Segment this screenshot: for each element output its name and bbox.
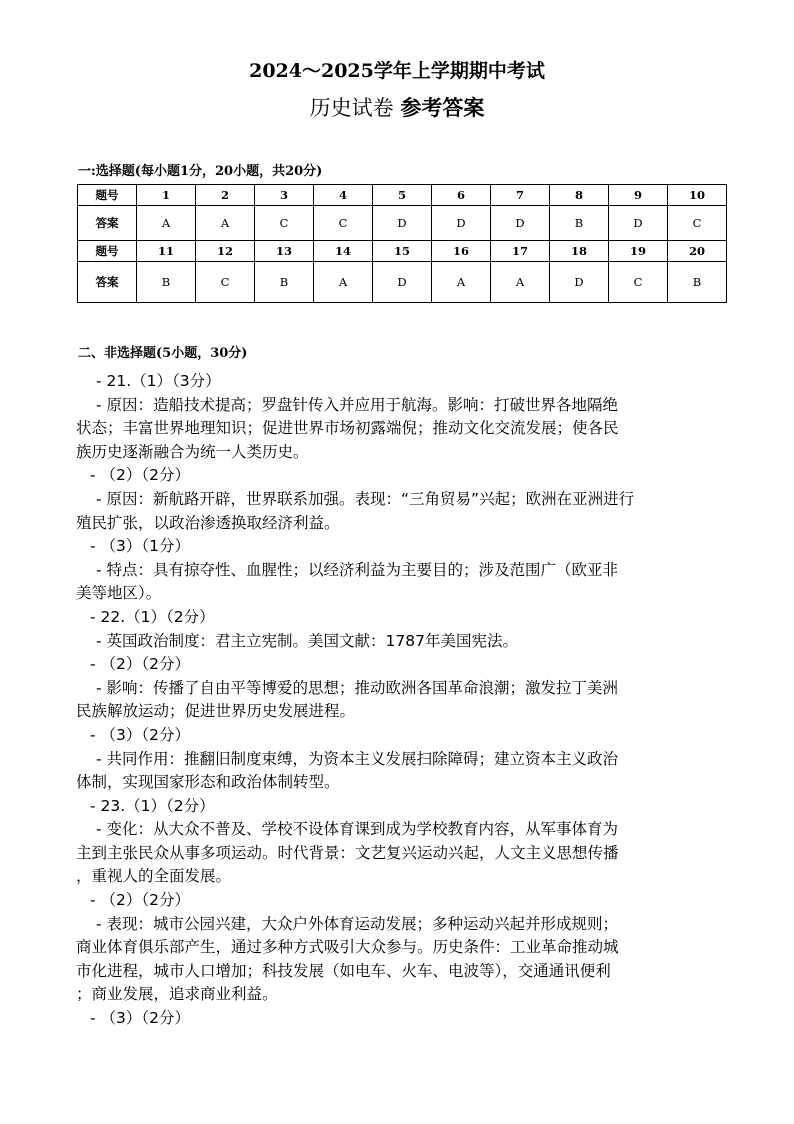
question-number: 19: [609, 241, 668, 262]
question-number: 20: [668, 241, 727, 262]
question-number: 10: [668, 185, 727, 206]
question-heading: - （2）（2分）: [90, 891, 190, 910]
row-label-number: 题号: [78, 241, 137, 262]
answer-cell: A: [491, 262, 550, 303]
row-label-number: 题号: [78, 185, 137, 206]
answer-cell: B: [668, 262, 727, 303]
table-row-answers-1: [78, 206, 727, 241]
answer-line: 状态；丰富世界地理知识；促进世界市场初露端倪；推动文化交流发展；使各民: [76, 419, 619, 438]
answer-line: - 特点：具有掠夺性、血腥性；以经济利益为主要目的；涉及范围广（欧亚非: [96, 560, 619, 579]
answer-cell: A: [432, 262, 491, 303]
answer-line: - 影响：传播了自由平等博爱的思想；推动欧洲各国革命浪潮；激发拉丁美洲: [96, 678, 619, 697]
question-number: 9: [609, 185, 668, 206]
answer-line: 族历史逐渐融合为统一人类历史。: [76, 442, 309, 461]
question-number: 12: [196, 241, 255, 262]
question-heading: - （3）（2分）: [90, 1009, 190, 1028]
question-number: 15: [373, 241, 432, 262]
question-number: 8: [550, 185, 609, 206]
non-choice-answers: [76, 370, 726, 1031]
answer-line: 商业体育俱乐部产生，通过多种方式吸引大众参与。历史条件：工业革命推动城: [76, 938, 619, 957]
answer-cell: C: [196, 262, 255, 303]
section-2-heading: 二、非选择题(5小题，30分): [78, 346, 248, 361]
question-number: 7: [491, 185, 550, 206]
answer-cell: D: [373, 262, 432, 303]
answer-line: - 英国政治制度：君主立宪制。美国文献：1787年美国宪法。: [96, 631, 518, 650]
exam-subtitle: [0, 92, 794, 122]
question-heading: - （3）（2分）: [90, 725, 190, 744]
question-number: 4: [314, 185, 373, 206]
question-number: 11: [137, 241, 196, 262]
question-number: 1: [137, 185, 196, 206]
question-number: 17: [491, 241, 550, 262]
answer-cell: C: [668, 206, 727, 241]
answer-cell: D: [491, 206, 550, 241]
answer-cell: C: [314, 206, 373, 241]
answer-line: - 表现：城市公园兴建，大众户外体育运动发展；多种运动兴起并形成规则；: [96, 914, 619, 933]
answer-line: 民族解放运动；促进世界历史发展进程。: [76, 702, 356, 721]
table-row-numbers-1: [78, 185, 727, 206]
question-number: 14: [314, 241, 373, 262]
row-label-answer: 答案: [78, 206, 137, 241]
row-label-answer: 答案: [78, 262, 137, 303]
question-number: 5: [373, 185, 432, 206]
answer-line: 殖民扩张，以政治渗透换取经济利益。: [76, 513, 340, 532]
question-heading: - 22.（1）（2分）: [90, 607, 215, 626]
answer-line: 市化进程，城市人口增加；科技发展（如电车、火车、电波等），交通通讯便利: [76, 961, 611, 980]
answer-cell: B: [255, 262, 314, 303]
answer-line: 美等地区）。: [76, 584, 162, 603]
answer-cell: C: [255, 206, 314, 241]
choice-answer-table: [77, 184, 727, 303]
answer-cell: B: [137, 262, 196, 303]
answer-cell: D: [373, 206, 432, 241]
table-row-answers-2: [78, 262, 727, 303]
answer-cell: C: [609, 262, 668, 303]
answer-cell: D: [609, 206, 668, 241]
question-number: 18: [550, 241, 609, 262]
question-number: 6: [432, 185, 491, 206]
question-number: 13: [255, 241, 314, 262]
section-1-heading: 一:选择题(每小题1分，20小题，共20分): [78, 164, 323, 179]
answer-line: ；商业发展，追求商业利益。: [76, 985, 278, 1004]
answer-line: 主到主张民众从事多项运动。时代背景：文艺复兴运动兴起，人文主义思想传播: [76, 843, 619, 862]
answer-cell: A: [314, 262, 373, 303]
question-heading: - （3）（1分）: [90, 537, 190, 556]
answer-line: - 变化：从大众不普及、学校不设体育课到成为学校教育内容，从军事体育为: [96, 820, 619, 839]
table-row-numbers-2: [78, 241, 727, 262]
question-heading: - （2）（2分）: [90, 466, 190, 485]
exam-title: 2024～2025学年上学期期中考试: [249, 60, 545, 82]
answer-line: 体制，实现国家形态和政治体制转型。: [76, 773, 340, 792]
answer-line: - 原因：新航路开辟，世界联系加强。表现：“三角贸易”兴起；欧洲在亚洲进行: [96, 489, 635, 508]
question-heading: - 23.（1）（2分）: [90, 796, 215, 815]
question-number: 2: [196, 185, 255, 206]
answer-cell: B: [550, 206, 609, 241]
answer-cell: A: [196, 206, 255, 241]
question-number: 16: [432, 241, 491, 262]
question-heading: - 21.（1）（3分）: [96, 372, 221, 390]
question-heading: - （2）（2分）: [90, 655, 190, 674]
answer-line: ，重视人的全面发展。: [76, 867, 232, 886]
answer-cell: D: [432, 206, 491, 241]
answer-cell: A: [137, 206, 196, 241]
question-number: 3: [255, 185, 314, 206]
answer-line: - 原因：造船技术提高；罗盘针传入并应用于航海。影响：打破世界各地隔绝: [96, 395, 619, 414]
answer-line: - 共同作用：推翻旧制度束缚，为资本主义发展扫除障碍；建立资本主义政治: [96, 749, 619, 768]
subtitle-subject: 历史试卷: [309, 96, 394, 120]
subtitle-answer-key: 参考答案: [400, 96, 485, 120]
answer-cell: D: [550, 262, 609, 303]
